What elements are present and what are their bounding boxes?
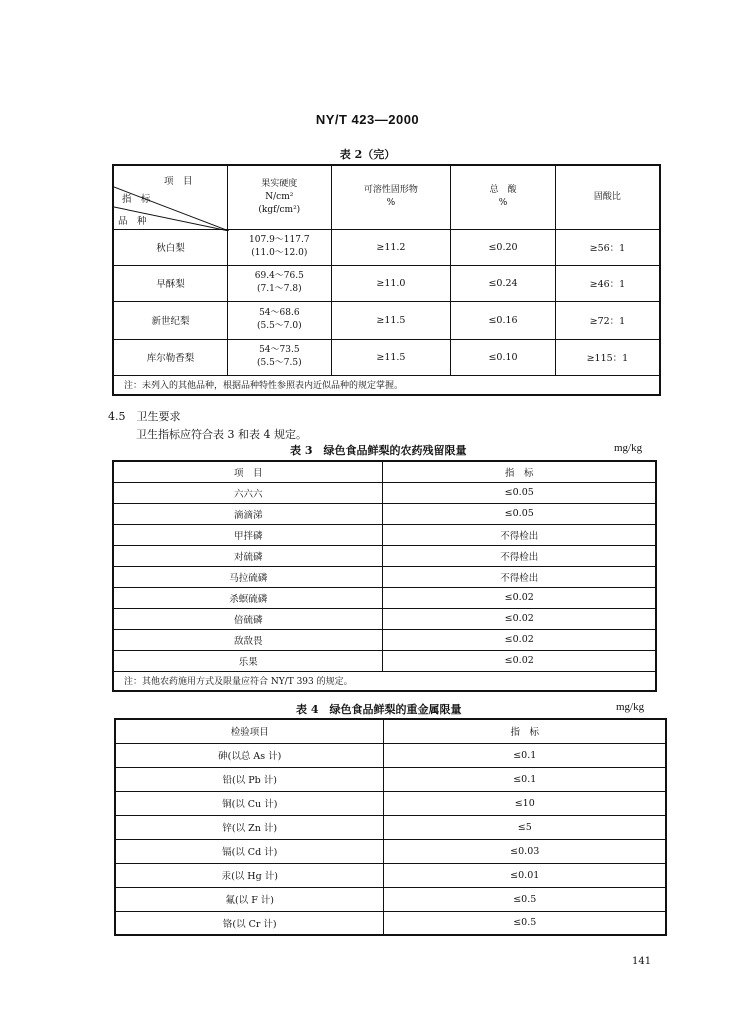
table-row <box>113 650 656 671</box>
section-heading: 4.5 卫生要求 <box>108 410 181 423</box>
table-row <box>115 815 666 839</box>
table3-caption: 表 3 绿色食品鲜梨的农药残留限量 <box>290 444 467 457</box>
table-row <box>113 482 656 503</box>
table2-fruit-quality <box>112 164 661 396</box>
tss-cell: ≥11.5 <box>331 339 451 375</box>
col-hardness-line3: (kgf/cm²) <box>258 204 301 215</box>
table-row <box>113 301 660 339</box>
ratio-cell: ≥115：1 <box>555 339 660 375</box>
table-row <box>113 587 656 608</box>
table4-unit: mg/kg <box>616 701 645 713</box>
value-cell: ≤5 <box>384 815 666 839</box>
table-row <box>115 911 666 935</box>
standard-code: NY/T 423—2000 <box>315 112 420 127</box>
table-row <box>115 767 666 791</box>
table2-corner-cell <box>113 165 227 229</box>
item-cell: 马拉硫磷 <box>113 566 383 587</box>
page-number: 141 <box>632 956 652 967</box>
corner-mid-label: 指 标 <box>122 194 151 206</box>
item-cell: 对硫磷 <box>113 545 383 566</box>
item-cell: 铜(以 Cu 计) <box>115 791 384 815</box>
col-value-header: 指 标 <box>384 719 666 743</box>
acid-cell: ≤0.20 <box>451 229 556 265</box>
col-tss-line1: 可溶性固形物 <box>363 185 418 196</box>
acid-cell: ≤0.10 <box>451 339 556 375</box>
table3-note-row <box>113 671 656 691</box>
item-cell: 镉(以 Cd 计) <box>115 839 384 863</box>
value-cell: 不得检出 <box>383 566 656 587</box>
value-cell: ≤0.03 <box>384 839 666 863</box>
item-cell: 氟(以 F 计) <box>115 887 384 911</box>
table3-note: 注：其他农药施用方式及限量应符合 NY/T 393 的规定。 <box>113 671 656 691</box>
hardness-kgf-value: (7.1～7.8) <box>256 284 302 294</box>
table-row <box>115 791 666 815</box>
value-cell: ≤0.1 <box>384 743 666 767</box>
col-acid-line1: 总 酸 <box>489 185 517 196</box>
ratio-cell: ≥72：1 <box>555 301 660 339</box>
ratio-cell: ≥46：1 <box>555 265 660 301</box>
table-row <box>115 887 666 911</box>
variety-cell: 新世纪梨 <box>113 301 227 339</box>
table2-note: 注：未列入的其他品种，根据品种特性参照表内近似品种的规定掌握。 <box>113 375 660 395</box>
table3-header-row <box>113 461 656 482</box>
value-cell: 不得检出 <box>383 545 656 566</box>
tss-cell: ≥11.5 <box>331 301 451 339</box>
item-cell: 铅(以 Pb 计) <box>115 767 384 791</box>
value-cell: ≤0.5 <box>384 911 666 935</box>
hardness-cell <box>227 265 331 301</box>
value-cell: ≤0.05 <box>383 503 656 524</box>
table-row <box>113 545 656 566</box>
value-cell: ≤0.05 <box>383 482 656 503</box>
tss-cell: ≥11.0 <box>331 265 451 301</box>
item-cell: 铬(以 Cr 计) <box>115 911 384 935</box>
table4-header-row <box>115 719 666 743</box>
hardness-cell <box>227 339 331 375</box>
table-row <box>115 839 666 863</box>
item-cell: 倍硫磷 <box>113 608 383 629</box>
hardness-value: 54～68.6 <box>259 308 300 318</box>
col-item-header: 检验项目 <box>115 719 384 743</box>
table4-heavy-metals <box>114 718 667 936</box>
value-cell: ≤0.01 <box>384 863 666 887</box>
value-cell: ≤0.02 <box>383 650 656 671</box>
col-hardness-line2: N/cm² <box>265 191 294 202</box>
value-cell: ≤0.5 <box>384 887 666 911</box>
hardness-cell <box>227 301 331 339</box>
table-row <box>113 503 656 524</box>
item-cell: 锌(以 Zn 计) <box>115 815 384 839</box>
table-row <box>113 265 660 301</box>
hardness-value: 107.9～117.7 <box>249 235 310 245</box>
item-cell: 敌敌畏 <box>113 629 383 650</box>
tss-cell: ≥11.2 <box>331 229 451 265</box>
item-cell: 甲拌磷 <box>113 524 383 545</box>
col-item-header: 项 目 <box>113 461 383 482</box>
table-row <box>113 229 660 265</box>
section-text: 卫生指标应符合表 3 和表 4 规定。 <box>136 428 307 441</box>
item-cell: 乐果 <box>113 650 383 671</box>
acid-cell: ≤0.16 <box>451 301 556 339</box>
hardness-value: 69.4～76.5 <box>254 271 304 281</box>
value-cell: ≤0.1 <box>384 767 666 791</box>
table-row <box>113 608 656 629</box>
table-row <box>113 339 660 375</box>
item-cell: 砷(以总 As 计) <box>115 743 384 767</box>
hardness-value: 54～73.5 <box>259 345 300 355</box>
hardness-kgf-value: (5.5～7.0) <box>256 321 302 331</box>
corner-bottom-label: 品 种 <box>118 216 147 228</box>
variety-cell: 库尔勒香梨 <box>113 339 227 375</box>
value-cell: ≤10 <box>384 791 666 815</box>
table-row <box>115 863 666 887</box>
table-row <box>113 629 656 650</box>
col-tss-header <box>331 165 451 229</box>
value-cell: ≤0.02 <box>383 587 656 608</box>
variety-cell: 早酥梨 <box>113 265 227 301</box>
col-ratio-header: 固酸比 <box>555 165 660 229</box>
item-cell: 汞(以 Hg 计) <box>115 863 384 887</box>
value-cell: 不得检出 <box>383 524 656 545</box>
table2-caption: 表 2（完） <box>339 148 396 161</box>
variety-cell: 秋白梨 <box>113 229 227 265</box>
item-cell: 六六六 <box>113 482 383 503</box>
table3-unit: mg/kg <box>614 442 643 454</box>
item-cell: 杀螟硫磷 <box>113 587 383 608</box>
col-value-header: 指 标 <box>383 461 656 482</box>
hardness-kgf-value: (11.0～12.0) <box>251 248 308 258</box>
table-row <box>115 743 666 767</box>
acid-cell: ≤0.24 <box>451 265 556 301</box>
col-hardness-line1: 果实硬度 <box>261 178 298 189</box>
hardness-cell <box>227 229 331 265</box>
ratio-cell: ≥56：1 <box>555 229 660 265</box>
col-tss-line2: % <box>386 198 396 209</box>
value-cell: ≤0.02 <box>383 608 656 629</box>
col-acid-header <box>451 165 556 229</box>
table-row <box>113 566 656 587</box>
table3-pesticide-residue <box>112 460 657 692</box>
corner-top-label: 项 目 <box>164 176 193 188</box>
table2-header-row <box>113 165 660 229</box>
table4-caption: 表 4 绿色食品鲜梨的重金属限量 <box>296 703 462 716</box>
hardness-kgf-value: (5.5～7.5) <box>256 358 302 368</box>
value-cell: ≤0.02 <box>383 629 656 650</box>
table-row <box>113 524 656 545</box>
col-hardness-header <box>227 165 331 229</box>
col-acid-line2: % <box>498 198 508 209</box>
table2-note-row <box>113 375 660 395</box>
item-cell: 滴滴涕 <box>113 503 383 524</box>
